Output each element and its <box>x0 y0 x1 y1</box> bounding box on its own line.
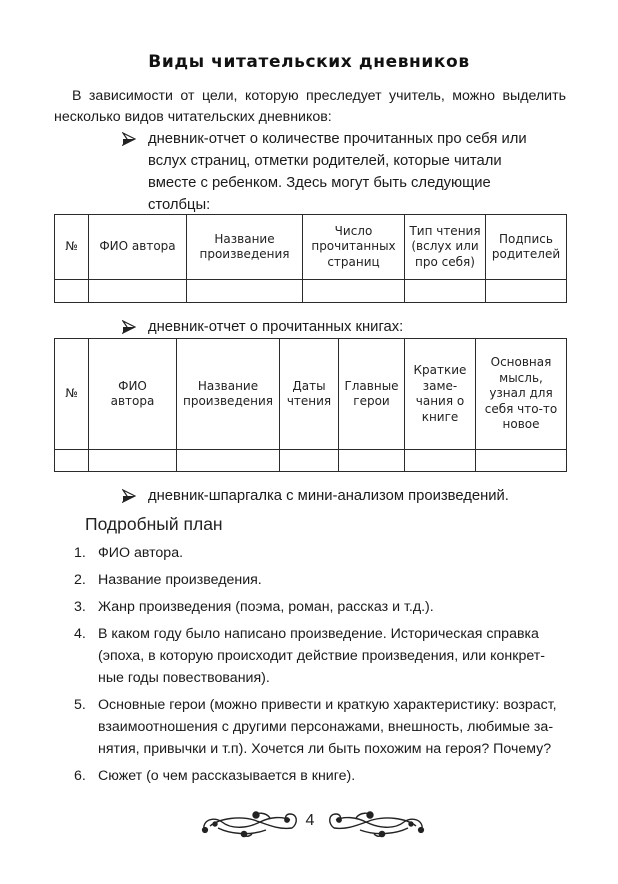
table-cell[interactable] <box>89 280 187 303</box>
header-cell-main-idea: Основная мысль, узнал для себя что-то новое <box>476 339 567 450</box>
books-report-table <box>54 338 567 472</box>
plan-item-number: 3. <box>74 599 86 615</box>
table-cell[interactable] <box>339 450 405 472</box>
arrowhead-bullet-icon <box>122 128 136 150</box>
table-cell[interactable] <box>187 280 303 303</box>
plan-item-line: В каком году было написано произведение. Историческая справка <box>98 626 539 642</box>
plan-item <box>74 694 566 760</box>
plan-item-line: Основные герои (можно привести и краткую характеристику: возраст, <box>98 697 557 713</box>
plan-item <box>74 596 566 618</box>
plan-item <box>74 542 566 564</box>
page-number: 4 <box>305 812 315 829</box>
table-row <box>55 280 567 303</box>
page-footer <box>0 806 618 840</box>
page-title: Виды читательских дневников <box>148 52 470 72</box>
header-cell-title: Название произведения <box>187 215 303 280</box>
table-cell[interactable] <box>55 280 89 303</box>
plan-item-line: ные годы повествования). <box>98 670 270 686</box>
arrowhead-bullet-icon <box>122 316 136 338</box>
plan-item-line: взаимоотношения с другими персонажами, внешность, любимые за- <box>98 719 554 735</box>
bullet-text: дневник-отчет о прочитанных книгах: <box>148 319 404 335</box>
bullet-line: столбцы: <box>148 197 211 213</box>
plan-item-line: ФИО автора. <box>98 545 184 561</box>
plan-item-number: 5. <box>74 697 86 713</box>
header-cell-main-characters: Главные герои <box>339 339 405 450</box>
header-cell-number: № <box>55 215 89 280</box>
plan-item <box>74 623 566 689</box>
plan-list <box>74 542 566 792</box>
header-cell-pages: Число прочитанных страниц <box>303 215 405 280</box>
plan-item-number: 4. <box>74 626 86 642</box>
arrowhead-bullet-icon <box>122 485 136 507</box>
intro-paragraph <box>54 86 566 128</box>
intro-text: В зависимости от цели, которую преследует учитель, можно выделить несколько видов читательских дневников: <box>54 88 566 125</box>
header-cell-short-notes: Краткие заме- чания о книге <box>405 339 476 450</box>
table-header-row <box>55 339 567 450</box>
bullet-line: вслух страниц, отметки родителей, которые читали <box>148 153 502 169</box>
table-cell[interactable] <box>486 280 567 303</box>
plan-item <box>74 765 566 787</box>
table-cell[interactable] <box>303 280 405 303</box>
table-cell[interactable] <box>55 450 89 472</box>
plan-item-number: 2. <box>74 572 86 588</box>
plan-item-number: 1. <box>74 545 86 561</box>
plan-heading: Подробный план <box>85 514 223 534</box>
plan-item-line: (эпоха, в которую происходит действие произведения, или конкрет- <box>98 648 546 664</box>
flourish-ornament-icon <box>200 806 300 840</box>
pages-report-table <box>54 214 567 303</box>
table-header-row <box>55 215 567 280</box>
table-cell[interactable] <box>476 450 567 472</box>
plan-item-line: нятия, привычки и т.п). Хочется ли быть похожим на героя? Почему? <box>98 741 552 757</box>
table-row <box>55 450 567 472</box>
table-cell[interactable] <box>280 450 339 472</box>
bullet-text <box>148 128 542 216</box>
plan-item-line: Название произведения. <box>98 572 262 588</box>
plan-item-number: 6. <box>74 768 86 784</box>
header-cell-author: ФИО автора <box>89 339 177 450</box>
table-cell[interactable] <box>405 450 476 472</box>
bullet-line: вместе с ребенком. Здесь могут быть следующие <box>148 175 491 191</box>
plan-item <box>74 569 566 591</box>
bullet-text: дневник-шпаргалка с мини-анализом произведений. <box>148 488 509 504</box>
table-cell[interactable] <box>89 450 177 472</box>
header-cell-reading-dates: Даты чтения <box>280 339 339 450</box>
plan-item-line: Жанр произведения (поэма, роман, рассказ и т.д.). <box>98 599 434 615</box>
flourish-ornament-icon <box>326 806 426 840</box>
table-cell[interactable] <box>405 280 486 303</box>
plan-item-line: Сюжет (о чем рассказывается в книге). <box>98 768 356 784</box>
header-cell-author: ФИО автора <box>89 215 187 280</box>
header-cell-title: Название произведения <box>177 339 280 450</box>
table-cell[interactable] <box>177 450 280 472</box>
header-cell-parent-signature: Подпись родителей <box>486 215 567 280</box>
header-cell-reading-type: Тип чтения (вслух или про себя) <box>405 215 486 280</box>
bullet-line: дневник-отчет о количестве прочитанных про себя или <box>148 131 527 147</box>
header-cell-number: № <box>55 339 89 450</box>
